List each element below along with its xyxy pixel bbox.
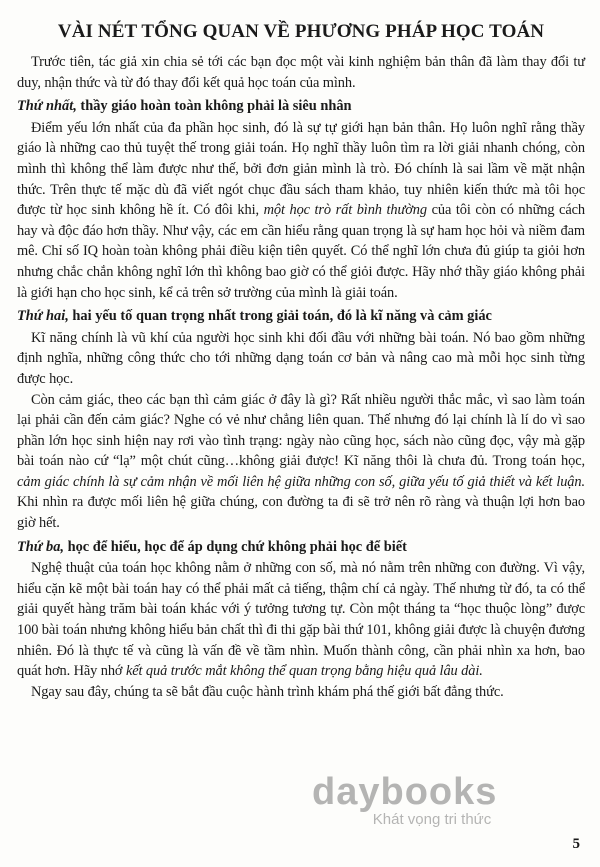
section-2-paragraph-1: Kĩ năng chính là vũ khí của người học sinh khi đối đầu với những bài toán. Nó bao gồm những định nghĩa, những công thức cho tới những dạng toán cơ bản và nâng cao mà mỗi học sinh từng được học. [17, 329, 585, 387]
page-title: VÀI NÉT TỔNG QUAN VỀ PHƯƠNG PHÁP HỌC TOÁN [57, 21, 545, 42]
section-3-paragraph [17, 558, 585, 682]
section-3-text-a: Nghệ thuật của toán học không nằm ở những con số, mà nó nằm trên những con đường. Vì vậy, hiểu cặn kẽ một bài toán hay có thể phải mất cả tiếng, thậm chí cả ngày. Thế nhưng từ đó, ta có thể giải quyết hàng trăm bài toán khác với ý tưởng tương tự. Còn một tháng ta “học thuộc lòng” được 100 bài toán nhưng không hiểu bản chất thì đi thi gặp bài thứ 101, không giải được là chuyện đương nhiên. Đó là thực tế và cũng là vấn đề về tầm nhìn. Muốn thành công, cần phải nhìn xa hơn, bao quát hơn. Hãy nhớ [17, 560, 585, 680]
section-2-paragraph-2 [17, 390, 585, 534]
section-2-text-b: Khi nhìn ra được mối liên hệ giữa chúng, con đường ta đi sẽ trở nên rõ ràng và thuận lợi hơn bao giờ hết. [17, 494, 585, 532]
section-1-emphasis: một học trò rất bình thường [263, 202, 427, 219]
section-heading-3 [17, 537, 585, 558]
section-3-emphasis: kết quả trước mắt không thể quan trọng bằng hiệu quả lâu dài. [125, 663, 483, 680]
closing-paragraph: Ngay sau đây, chúng ta sẽ bắt đầu cuộc hành trình khám phá thế giới bất đẳng thức. [31, 683, 504, 700]
section-heading-1-lead: Thứ nhất, [17, 98, 77, 115]
document-page [17, 20, 585, 702]
watermark-logo [312, 773, 552, 829]
section-heading-1 [17, 96, 585, 117]
section-heading-3-text: học để hiểu, học để áp dụng chứ không phải học để biết [64, 538, 407, 555]
section-heading-2-text: hai yếu tố quan trọng nhất trong giải toán, đó là kĩ năng và cảm giác [68, 308, 492, 325]
watermark-brand: daybooks [312, 771, 498, 813]
watermark-tagline: Khát vọng tri thức [372, 811, 492, 828]
section-1-paragraph [17, 118, 585, 303]
section-1-text-b: của tôi còn có những cách hay và độc đáo hơn thầy. Như vậy, các em cần hiểu rằng quan trọng là sự ham học hỏi và niềm đam mê. Chỉ số IQ hoàn toàn không phải điều kiện tiên quyết. Có thể nghĩ lớn chưa đủ giúp ta giỏi hơn nhưng chắc chắn không nghĩ lớn thì không bao giờ có thể giỏi được. Hãy nhớ thầy giáo không phải là giới hạn cho học sinh, kể cả trên sở trường của mình là giải toán. [17, 202, 586, 301]
section-2-text-a: Còn cảm giác, theo các bạn thì cảm giác ở đây là gì? Rất nhiều người thắc mắc, vì sao làm toán lại phải cần đến cảm giác? Nghe có vẻ như chẳng liên quan. Thế nhưng đó lại chính là lí do vì sao phần lớn học sinh hiện nay rơi vào tình trạng: ngày nào cũng học, sách nào cũng đọc, vậy mà gặp bài toán nào cứ “lạ” một chút cũng…không giải được! Kĩ năng thôi là chưa đủ. Trong toán học, [17, 391, 585, 470]
section-heading-1-text: thầy giáo hoàn toàn không phải là siêu nhân [76, 98, 352, 115]
page-number: 5 [572, 836, 580, 852]
section-heading-3-lead: Thứ ba, [17, 538, 65, 555]
section-heading-2-lead: Thứ hai, [17, 308, 69, 325]
section-2-emphasis: cảm giác chính là sự cảm nhận về mối liên hệ giữa những con số, giữa yếu tố giả thiết và kết luận. [17, 473, 585, 490]
intro-paragraph: Trước tiên, tác giả xin chia sẻ tới các bạn đọc một vài kinh nghiệm bản thân đã làm thay đổi tư duy, nhận thức và từ đó thay đổi kết quả học toán của mình. [17, 54, 585, 91]
section-1-text-a: Điểm yếu lớn nhất của đa phần học sinh, đó là sự tự giới hạn bản thân. Họ luôn nghĩ rằng thầy giáo là những cao thủ tuyệt thế trong giải toán. Họ nghĩ thầy luôn tìm ra lời giải nhanh chóng, còn mình thì không thể làm được như thế, bởi đơn giản mình là trò. Đó chính là sai lầm về mặt nhận thức. Trên thực tế mặc dù đã viết ngót chục đầu sách tham khảo, tuy nhiên kiến thức mà tôi học được từ học sinh không hề ít. Có đôi khi, [17, 119, 585, 219]
section-heading-2 [17, 306, 585, 327]
